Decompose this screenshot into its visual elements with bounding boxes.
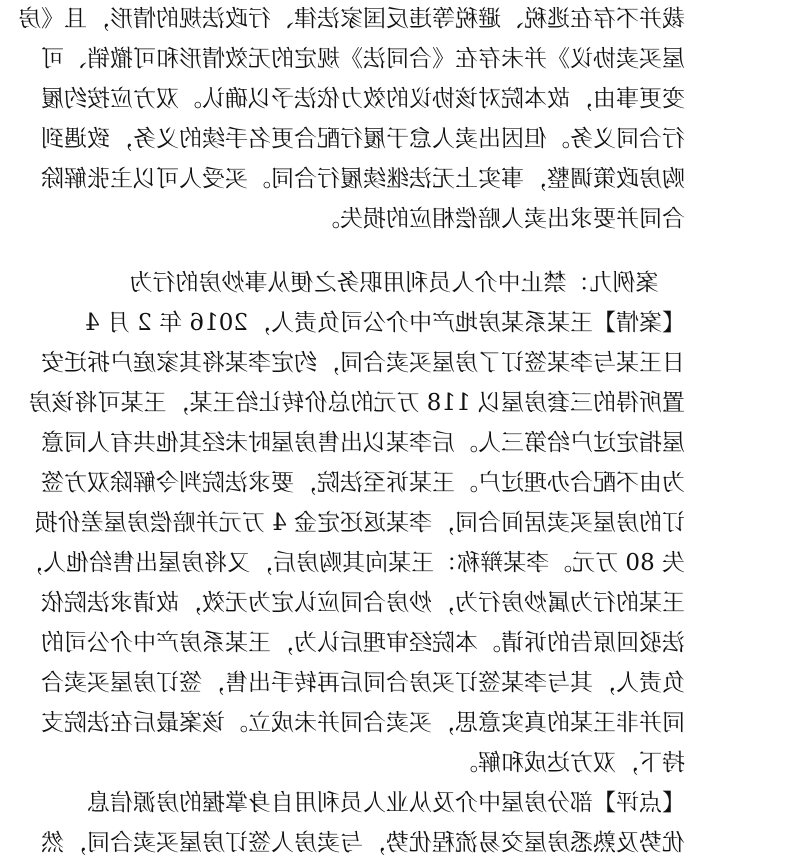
text-line: 同并非王某的真实意思，买卖合同并未成立。该案最后在法院支	[41, 710, 685, 736]
text-line: 法驳回原告的诉请。本院经审理后认为，王某系房产中介公司的	[41, 630, 685, 656]
text-line: 屋买卖协议》并未存在《合同法》规定的无效情形和可撤销、可	[41, 46, 685, 72]
text-line: 合同并要求出卖人赔偿相应的损失。	[317, 206, 685, 232]
text-line: 优势及熟悉房屋交易流程优势，与卖房人签订房屋买卖合同，然	[41, 830, 685, 856]
section-heading: 案例九：禁止中介人员利用职务之便从事炒房的行为	[129, 270, 659, 296]
text-line: 失 80 万元。李某辩称：王某向其购房后，又将房屋出售给他人，	[20, 550, 685, 576]
text-line: 【案情】王某系某房地产中介公司负责人，2016 年 2 月 4	[84, 310, 685, 336]
text-line: 屋指定过户给第三人。后李某以出售房屋时未经其他共有人同意	[41, 430, 685, 456]
text-line: 购房政策调整，事实上无法继续履行合同。买受人可以主张解除	[41, 166, 685, 192]
text-line: 为由不配合办理过户。王某诉至法院，要求法院判令解除双方签	[41, 470, 685, 496]
text-line: 订的房屋买卖居间合同，李某返还定金 4 万元并赔偿房屋差价损	[34, 510, 685, 536]
text-line: 【点评】部分房屋中介及从业人员利用自身掌握的房源信息	[87, 790, 685, 816]
text-line: 行合同义务。但因出卖人怠于履行配合更名手续的义务，致遇到	[41, 126, 685, 152]
text-line: 置所得的三套房屋以 118 万元的总价转让给王某，王某可将该房	[28, 390, 685, 416]
text-line: 变更事由，故本院对该协议的效力依法予以确认。双方应按约履	[41, 86, 685, 112]
text-line: 日王某与李某签订了房屋买卖合同，约定李某将其家庭户拆迁安	[41, 350, 685, 376]
text-line: 负责人，其与李某签订买房合同后再转手出售，签订房屋买卖合	[41, 670, 685, 696]
text-line: 持下，双方达成和解。	[455, 750, 685, 776]
text-line: 王某的行为属炒房行为，炒房合同应认定为无效，故请求法院依	[41, 590, 685, 616]
text-line: 裁并不存在逃税、避税等违反国家法律、行政法规的情形，且《房	[18, 6, 685, 32]
